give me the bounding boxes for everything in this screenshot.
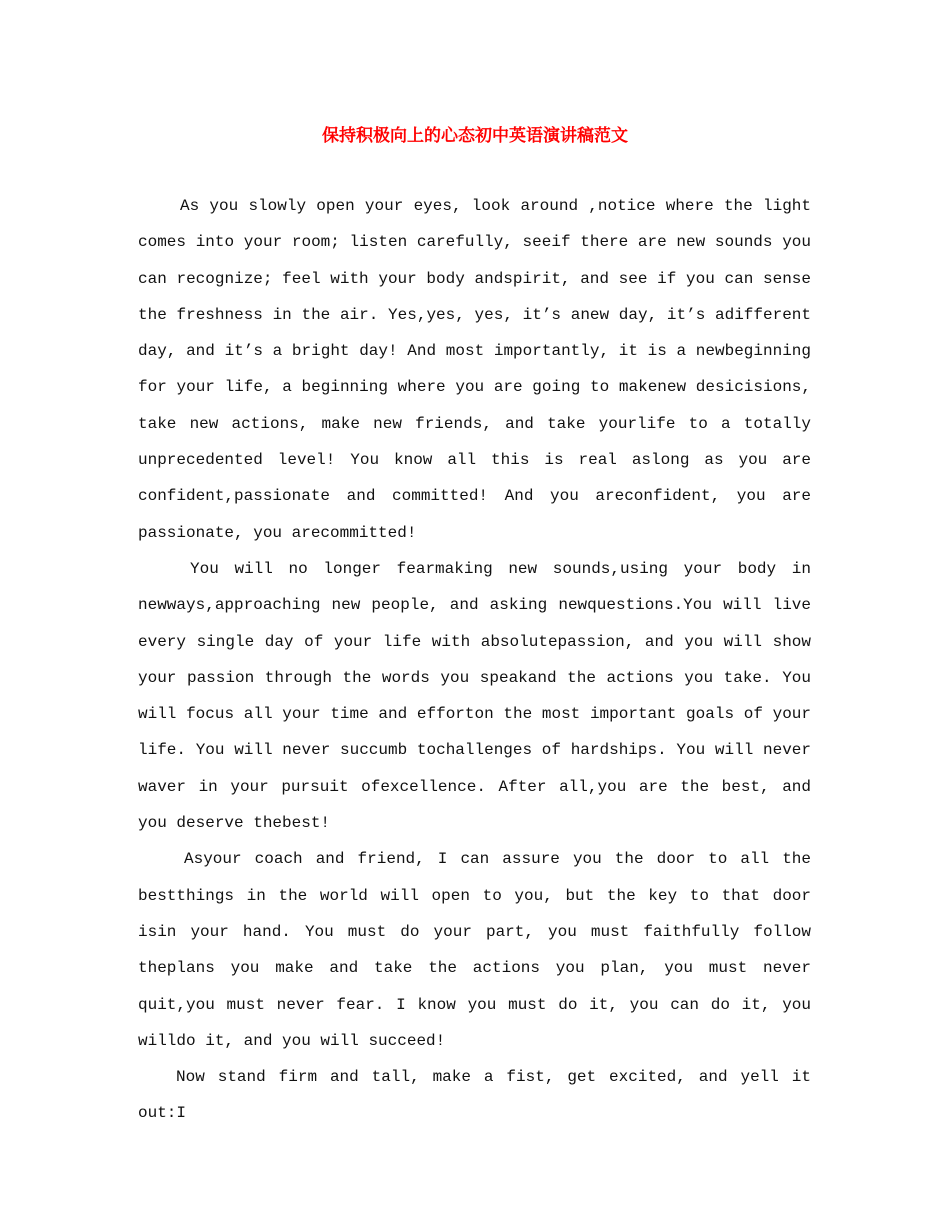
paragraph-1: As you slowly open your eyes, look around ,notice where the light comes into your room; listen carefully, seeif there are new sounds you can recognize; feel with your body andspirit, and see if you can sense the freshness in the air. Yes,yes, yes, it’s anew day, it’s adifferent day, and it’s a bright day! And most importantly, it is a newbeginning for your life, a beginning where you are going to makenew desicisions, take new actions, make new friends, and take yourlife to a totally unprecedented level! You know all this is real aslong as you are confident,passionate and committed! And you areconfident, you are passionate, you arecommitted! bbox=[138, 197, 811, 542]
paragraph-3: Asyour coach and friend, I can assure you the door to all the bestthings in the world will open to you, but the key to that door isin your hand. You must do your part, you must faithfully follow theplans you make and take the actions you plan, you must never quit,you must never fear. I know you must do it, you can do it, you willdo it, and you will succeed! bbox=[138, 850, 811, 1050]
document-body bbox=[138, 188, 811, 1132]
paragraph-2: You will no longer fearmaking new sounds,using your body in newways,approaching new people, and asking newquestions.You will live every single day of your life with absolutepassion, and you will show your passion through the words you speakand the actions you take. You will focus all your time and efforton the most important goals of your life. You will never succumb tochallenges of hardships. You will never waver in your pursuit ofexcellence. After all,you are the best, and you deserve thebest! bbox=[138, 559, 811, 833]
document-title: 保持积极向上的心态初中英语演讲稿范文 bbox=[322, 126, 628, 146]
paragraph-4: Now stand firm and tall, make a fist, get excited, and yell it out:I bbox=[138, 1068, 811, 1123]
